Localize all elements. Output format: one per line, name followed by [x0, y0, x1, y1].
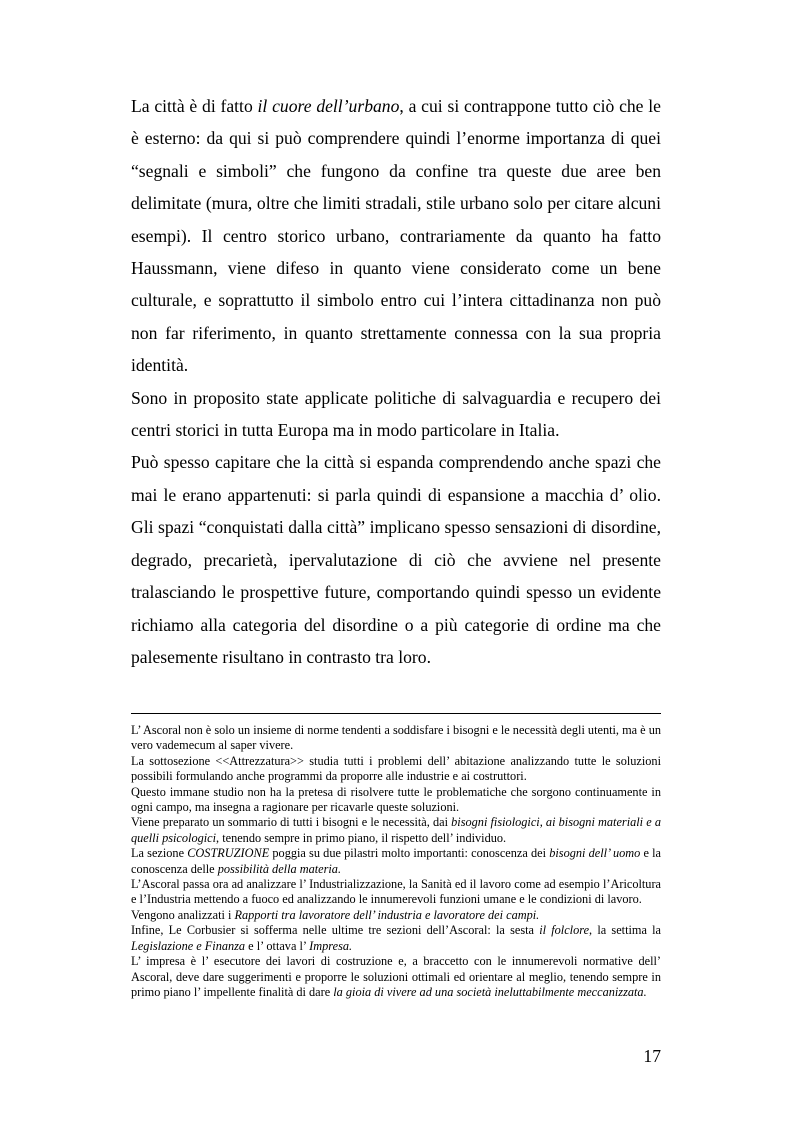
- footnote-4-italic: bisogni fisiologici, ai bisogni materiali e a quelli psicologici: [131, 815, 661, 845]
- footnotes: [131, 723, 661, 1000]
- paragraph-3: Può spesso capitare che la città si espanda comprendendo anche spazi che mai le erano appartenuti: si parla quindi di espansione a macchia d’ olio. Gli spazi “conquistati dalla città” implicano spesso sensazioni di disordine, degrado, precarietà, ipervalutazione di ciò che avviene nel presente tralasciando le prospettive future, comportando quindi spesso un evidente richiamo alla categoria del disordine o a più categorie di ordine ma che palesemente risultano in contrasto tra loro.: [131, 452, 661, 667]
- page-number: 17: [643, 1046, 661, 1066]
- footnote-4-text-c: , tenendo sempre in primo piano, il rispetto dell’ individuo.: [216, 830, 507, 845]
- footnote-5-italic-d: bisogni dell’ uomo: [549, 846, 641, 861]
- footnote-8-italic-d: Legislazione e Finanza: [131, 938, 246, 953]
- footnote-7: [131, 908, 661, 923]
- footnote-1: L’ Ascoral non è solo un insieme di norme tendenti a soddisfare i bisogni e le necessità degli utenti, ma è un vero vademecum al saper vivere.: [131, 723, 662, 753]
- paragraph-1-text-c: , a cui si contrappone tutto ciò che le è esterno: da qui si può comprendere quindi l’enorme importanza di quei “segnali e simboli” che fungono da confine tra queste due aree ben delimitate (mura, oltre che limiti stradali, stile urbano solo per citare alcuni esempi). Il centro storico urbano, contrariamente da quanto ha fatto Haussmann, viene difeso in quanto viene considerato come un bene culturale, e soprattutto il simbolo entro cui l’intera cittadinanza non può non far riferimento, in quanto strettamente connessa con la sua propria identità.: [131, 96, 661, 376]
- footnote-separator: [131, 713, 661, 714]
- paragraph-2: Sono in proposito state applicate politiche di salvaguardia e recupero dei centri storici in tutta Europa ma in modo particolare in Italia.: [131, 387, 661, 441]
- footnote-4: [131, 815, 661, 846]
- paragraph-1-text-a: La città è di fatto: [131, 96, 258, 116]
- footnote-8-italic-b: il folclore: [539, 923, 590, 938]
- footnote-3: Questo immane studio non ha la pretesa di risolvere tutte le problematiche che sorgono continuamente in ogni campo, ma insegna a ragionare per ricavarle queste soluzioni.: [131, 784, 661, 815]
- footnote-9-italic: la gioia di vivere ad una società ineluttabilmente meccanizzata.: [333, 984, 647, 999]
- footnote-9-text-a: L’ impresa è l’ esecutore dei lavori di costruzione e, a braccetto con le innumerevoli normative dell’ Ascoral, deve dare suggerimenti e proporre le soluzioni ottimali ed orientare al meglio, tenendo sempre in primo piano l’ impellente finalità di dare: [131, 954, 661, 999]
- paragraph-1-italic: il cuore dell’urbano: [257, 96, 400, 116]
- footnote-8-italic-f: Impresa.: [309, 938, 353, 953]
- footnote-5-italic-b: COSTRUZIONE: [187, 846, 270, 861]
- footnote-7-text-a: Vengono analizzati i: [131, 907, 235, 922]
- footnote-8: [131, 923, 661, 954]
- footnote-7-italic: Rapporti tra lavoratore dell’ industria e lavoratore dei campi.: [234, 907, 540, 922]
- footnote-6: L’Ascoral passa ora ad analizzare l’ Industrializzazione, la Sanità ed il lavoro come ad esempio l’Aricoltura e l’Industria mettendo a fuoco ed analizzando le innumerevoli funzioni umane e le condizioni di lavoro.: [131, 877, 661, 907]
- footnote-9: [131, 954, 661, 1000]
- footnote-8-text-e: e l’ ottava l’: [245, 938, 310, 953]
- footnote-8-text-a: Infine, Le Corbusier si sofferma nelle ultime tre sezioni dell’Ascoral: la sesta: [131, 923, 540, 938]
- footnote-5-text-a: La sezione: [131, 846, 188, 861]
- footnote-5-italic-f: possibilità della materia.: [217, 861, 342, 876]
- paragraph-1: [131, 90, 661, 382]
- footnote-8-text-c: , la settima la: [589, 923, 662, 938]
- footnote-5-text-e: e la conoscenza delle: [131, 846, 661, 876]
- footnote-5-text-c: poggia su due pilastri molto importanti: conoscenza dei: [269, 846, 550, 861]
- main-text: [131, 90, 661, 673]
- footnote-5: [131, 846, 661, 877]
- footnote-4-text-a: Viene preparato un sommario di tutti i bisogni e le necessità, dai: [131, 815, 452, 830]
- footnote-2: La sottosezione <<Attrezzatura>> studia tutti i problemi dell’ abitazione analizzando tutte le soluzioni possibili formulando anche programmi da proporre alle industrie e ai costruttori.: [131, 753, 661, 784]
